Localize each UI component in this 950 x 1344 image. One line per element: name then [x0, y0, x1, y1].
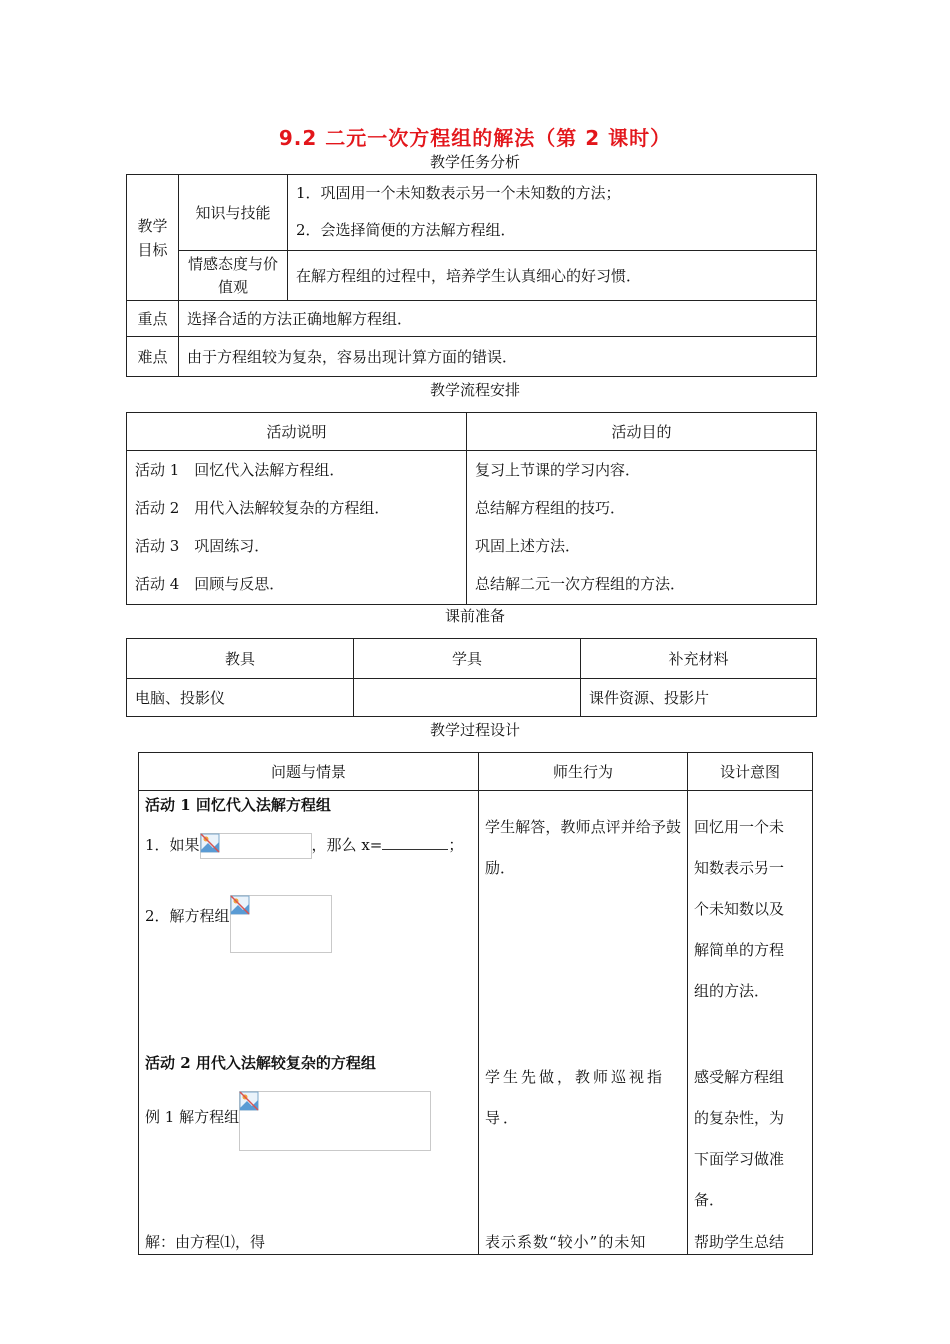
intent-line: 组的方法．: [694, 982, 770, 1000]
key-label: 重点: [127, 301, 179, 337]
process-header: 师生行为: [479, 753, 688, 791]
question-1: [145, 833, 463, 859]
prep-cell: [354, 679, 581, 717]
design-intent-cell: [688, 791, 813, 1255]
difficulty-text: 由于方程组较为复杂，容易出现计算方面的错误．: [179, 337, 817, 377]
emotion-text: 在解方程组的过程中，培养学生认真细心的好习惯．: [288, 251, 817, 301]
intent-1: [694, 807, 784, 1012]
prep-cell: 电脑、投影仪: [127, 679, 354, 717]
section-heading-process: 教学过程设计: [429, 721, 520, 739]
flow-header: 活动目的: [467, 413, 817, 451]
key-text: 选择合适的方法正确地解方程组．: [179, 301, 817, 337]
intent-line: 备．: [694, 1191, 725, 1209]
teacher-student-cell: [479, 791, 688, 1255]
flow-purpose: 总结解方程组的技巧．: [475, 499, 626, 517]
intent-2: [694, 1057, 784, 1221]
example-prefix: 例 1 解方程组: [145, 1108, 240, 1126]
equation-image: [200, 833, 312, 859]
prep-table: [126, 638, 817, 717]
intent-line: 下面学习做准: [694, 1150, 785, 1168]
intent-line: 解简单的方程: [694, 941, 785, 959]
prep-header: 补充材料: [581, 639, 817, 679]
activity1-title: 活动 1 回忆代入法解方程组: [145, 796, 331, 814]
difficulty-label: 难点: [127, 337, 179, 377]
problem-scene-cell: [139, 791, 479, 1255]
knowledge-item: 1．巩固用一个未知数表示另一个未知数的方法；: [296, 183, 621, 202]
flow-activity: 活动 2 用代入法解较复杂的方程组．: [135, 499, 390, 517]
flow-activities: [127, 451, 467, 605]
flow-activity: 活动 4 回顾与反思．: [135, 575, 285, 593]
answer-blank[interactable]: [382, 835, 448, 850]
flow-purposes: [467, 451, 817, 605]
process-header: 问题与情景: [139, 753, 479, 791]
section-heading-flow: 教学流程安排: [429, 381, 520, 399]
prep-header: 教具: [127, 639, 354, 679]
question-1-suffix: ；: [448, 836, 464, 854]
activity2-title: 活动 2 用代入法解较复杂的方程组: [145, 1054, 376, 1072]
question-1-middle: ，那么 x=: [311, 836, 383, 854]
behavior-3: 表示系数“较小”的未知: [485, 1233, 647, 1251]
flow-table: [126, 412, 817, 605]
prep-cell: 课件资源、投影片: [581, 679, 817, 717]
knowledge-label: 知识与技能: [179, 175, 288, 251]
prep-header: 学具: [354, 639, 581, 679]
broken-image-icon: [230, 895, 250, 915]
process-header: 设计意图: [688, 753, 813, 791]
equation-image: [230, 895, 332, 953]
intent-line: 回忆用一个未: [694, 818, 785, 836]
document-title: 9.2 二元一次方程组的解法（第 2 课时）: [278, 126, 672, 150]
example-1: [145, 1091, 431, 1151]
equation-image: [239, 1091, 431, 1151]
intent-line: 知数表示另一: [694, 859, 785, 877]
intent-line: 的复杂性，为: [694, 1109, 785, 1127]
knowledge-items: [288, 175, 817, 251]
question-1-prefix: 1．如果: [145, 836, 200, 854]
question-2-prefix: 2．解方程组: [145, 907, 230, 925]
intent-3: 帮助学生总结: [694, 1233, 785, 1251]
broken-image-icon: [239, 1091, 259, 1111]
task-analysis-table: [126, 174, 817, 377]
behavior-1: 学生解答，教师点评并给予鼓励．: [485, 818, 681, 877]
intent-line: 感受解方程组: [694, 1068, 785, 1086]
question-2: [145, 895, 332, 953]
broken-image-icon: [200, 833, 220, 853]
knowledge-item: 2．会选择简便的方法解方程组．: [296, 220, 516, 239]
solution-line: 解：由方程⑴，得: [145, 1233, 266, 1251]
intent-line: 个未知数以及: [694, 900, 785, 918]
flow-purpose: 巩固上述方法．: [475, 537, 581, 555]
flow-purpose: 总结解二元一次方程组的方法．: [475, 575, 686, 593]
process-table: [138, 752, 813, 1255]
emotion-label: 情感态度与价值观: [179, 251, 288, 301]
flow-activity: 活动 1 回忆代入法解方程组．: [135, 461, 345, 479]
section-heading-prep: 课前准备: [444, 607, 505, 625]
behavior-2: 学生先做，教师巡视指导．: [485, 1068, 666, 1127]
flow-activity: 活动 3 巩固练习．: [135, 537, 270, 555]
flow-header: 活动说明: [127, 413, 467, 451]
flow-purpose: 复习上节课的学习内容．: [475, 461, 641, 479]
section-heading-task-analysis: 教学任务分析: [429, 153, 520, 171]
goal-label: 教学目标: [127, 175, 179, 301]
